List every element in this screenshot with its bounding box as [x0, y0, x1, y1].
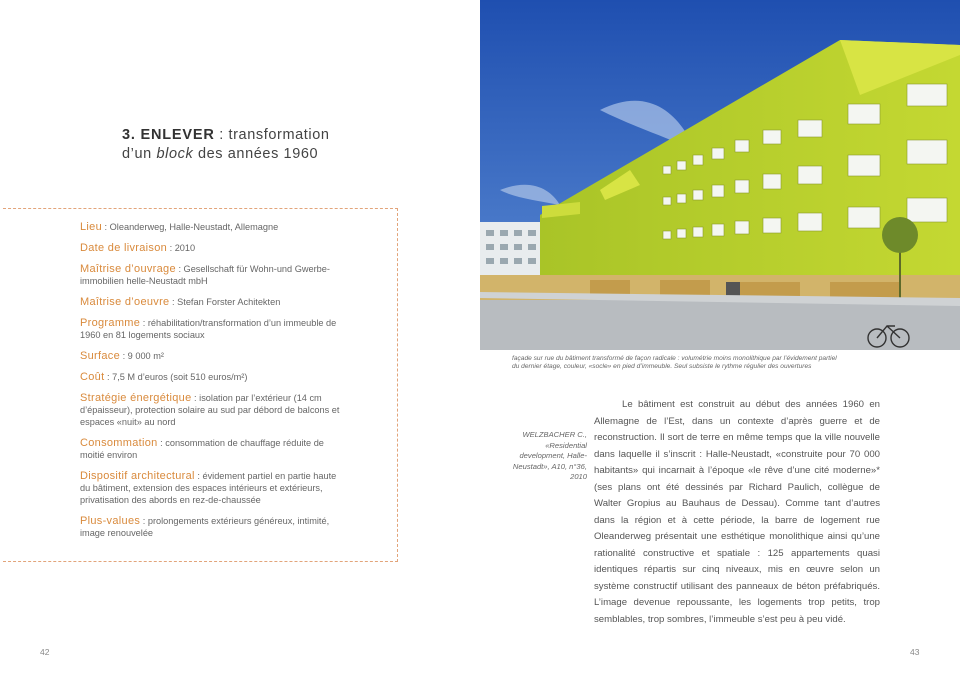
info-item-lieu: [80, 221, 340, 233]
info-item-plus-values: [80, 515, 340, 539]
info-label: Stratégie énergétique: [80, 392, 192, 404]
info-value: : 2010: [167, 243, 196, 253]
subtitle-pre: d’un: [122, 146, 157, 162]
subtitle-italic: block: [156, 146, 194, 162]
info-item-programme: [80, 317, 340, 341]
info-item-strategie: [80, 392, 340, 428]
section-number: 3. ENLEVER: [122, 127, 215, 143]
subtitle-post: des années 1960: [193, 146, 319, 162]
info-label: Date de livraison: [80, 242, 168, 254]
project-info-list: [80, 221, 340, 548]
info-value: : Stefan Forster Achitekten: [169, 297, 281, 307]
info-item-cout: [80, 371, 340, 383]
info-label: Consommation: [80, 437, 158, 449]
info-item-maitrise-ouvrage: [80, 263, 340, 287]
info-item-surface: [80, 350, 340, 362]
info-label: Dispositif architectural: [80, 470, 195, 482]
info-value: : prolongements extérieurs généreux, intimité, image renouvelée: [80, 516, 330, 538]
info-label: Plus-values: [80, 515, 141, 527]
info-value: : 7,5 M d’euros (soit 510 euros/m²): [104, 372, 248, 382]
info-item-consommation: [80, 437, 340, 461]
info-value: : 9 000 m²: [120, 351, 164, 361]
info-value: : évidement partiel en partie haute du bâtiment, extension des espaces intérieurs et extérieurs, privatisation des abords en rez-de-chaussée: [80, 471, 337, 505]
section-subtitle: [122, 145, 382, 164]
building-photo-illustration: [480, 0, 960, 350]
info-label: Programme: [80, 317, 141, 329]
info-item-date: [80, 242, 340, 254]
building-photo: [480, 0, 960, 350]
info-value: : Gesellschaft für Wohn-und Gwerbe-immobilien helle-Neustadt mbH: [80, 264, 330, 286]
page-number-left: 42: [40, 647, 50, 657]
section-title: [122, 126, 382, 164]
right-page: [480, 0, 960, 681]
info-value: : isolation par l’extérieur (14 cm d’épaisseur), protection solaire au sud par débord de balcons et espaces «nuit» au nord: [80, 393, 340, 427]
info-label: Lieu: [80, 221, 102, 233]
info-item-maitrise-oeuvre: [80, 296, 340, 308]
bibliographic-reference: WELZBACHER C., «Residential development, Halle-Neustadt», A10, n°36, 2010: [512, 430, 587, 481]
info-value: : réhabilitation/transformation d’un immeuble de 1960 en 81 logements sociaux: [80, 318, 337, 340]
info-value: : Oleanderweg, Halle-Neustadt, Allemagne: [102, 222, 279, 232]
info-label: Maîtrise d’ouvrage: [80, 263, 176, 275]
photo-caption: façade sur rue du bâtiment transformé de façon radicale : volumétrie moins monolithique par l’évidement partiel du dernier étage, couleur, «socle» en pied d’immeuble. Seul subsiste le rythme régulier des ouvertures: [512, 355, 837, 371]
body-paragraph: Le bâtiment est construit au début des années 1960 en Allemagne de l’Est, dans un contexte d’après guerre et de reconstruction. Il sort de terre en même temps que la ville nouvelle dans laquelle il s’inscrit : Halle-Neustadt, «construite pour 70 000 habitants» qui incarnait à l’époque «le rêve d’une cité moderne»* (ses plans ont été dessinés par Richard Paulich, collègue de Walter Gropius au Bauhaus de Dessau). Comme tant d’autres dans la région et à cette période, la barre de logement rue Oleanderweg présentait une esthétique monolithique ainsi qu’une rationalité constructive et spatiale : 125 appartements quasi identiques répartis sur cinq niveaux, mis en œuvre selon un système constructif utilisant des panneaux de béton préfabriqués. L’image devenue repoussante, les logements trop petits, trop semblables, trop sombres, l’immeuble s’est peu à peu vidé.: [594, 399, 880, 625]
info-label: Maîtrise d’oeuvre: [80, 296, 170, 308]
page-number-right: 43: [910, 647, 920, 657]
info-item-dispositif: [80, 470, 340, 506]
info-label: Coût: [80, 371, 105, 383]
info-value: : consommation de chauffage réduite de moitié environ: [80, 438, 324, 460]
info-label: Surface: [80, 350, 121, 362]
section-title-rest: : transformation: [214, 127, 330, 143]
